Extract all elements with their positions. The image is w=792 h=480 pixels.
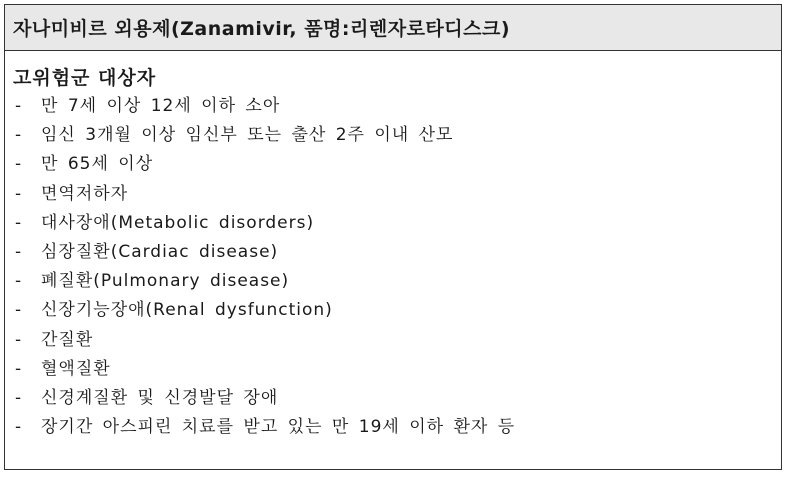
- list-item-text: 면역저하자: [41, 183, 129, 204]
- dash-bullet: -: [15, 417, 22, 438]
- list-item: [13, 267, 781, 296]
- list-item-text: 장기간 아스피린 치료를 받고 있는 만 19세 이하 환자 등: [41, 417, 516, 438]
- dash-bullet: -: [15, 212, 22, 233]
- section-title: 고위험군 대상자: [13, 67, 157, 89]
- list-item-text: 심장질환(Cardiac disease): [41, 241, 279, 262]
- dash-bullet: -: [15, 154, 22, 175]
- list-item: [13, 180, 781, 209]
- dash-bullet: -: [15, 241, 22, 262]
- dash-bullet: -: [15, 329, 22, 350]
- list-item: [13, 92, 781, 121]
- list-item-text: 만 7세 이상 12세 이하 소아: [41, 96, 281, 116]
- list-item-text: 대사장애(Metabolic disorders): [41, 212, 315, 233]
- list-item-text: 혈액질환: [41, 358, 111, 379]
- list-item-text: 폐질환(Pulmonary disease): [41, 271, 290, 292]
- dash-bullet: -: [15, 125, 22, 146]
- table-body: [5, 51, 781, 442]
- list-item-text: 간질환: [41, 329, 94, 350]
- list-item-text: 만 65세 이상: [41, 154, 154, 175]
- dash-bullet: -: [15, 96, 22, 116]
- list-item: [13, 296, 781, 325]
- dash-bullet: -: [15, 271, 22, 292]
- drug-title: 자나미비르 외용제(Zanamivir, 품명:리렌자로타디스크): [13, 18, 511, 40]
- list-item: [13, 355, 781, 384]
- risk-group-list: [13, 92, 781, 442]
- list-item: [13, 238, 781, 267]
- dash-bullet: -: [15, 358, 22, 379]
- list-item: [13, 384, 781, 413]
- table-header: [5, 5, 781, 51]
- dash-bullet: -: [15, 300, 22, 321]
- dash-bullet: -: [15, 183, 22, 204]
- drug-info-table: [4, 4, 782, 470]
- list-item-text: 신경계질환 및 신경발달 장애: [41, 387, 279, 408]
- dash-bullet: -: [15, 387, 22, 408]
- list-item: [13, 150, 781, 179]
- list-item: [13, 209, 781, 238]
- list-item: [13, 413, 781, 442]
- list-item: [13, 121, 781, 150]
- list-item-text: 임신 3개월 이상 임신부 또는 출산 2주 이내 산모: [41, 125, 454, 146]
- list-item: [13, 326, 781, 355]
- list-item-text: 신장기능장애(Renal dysfunction): [41, 300, 333, 321]
